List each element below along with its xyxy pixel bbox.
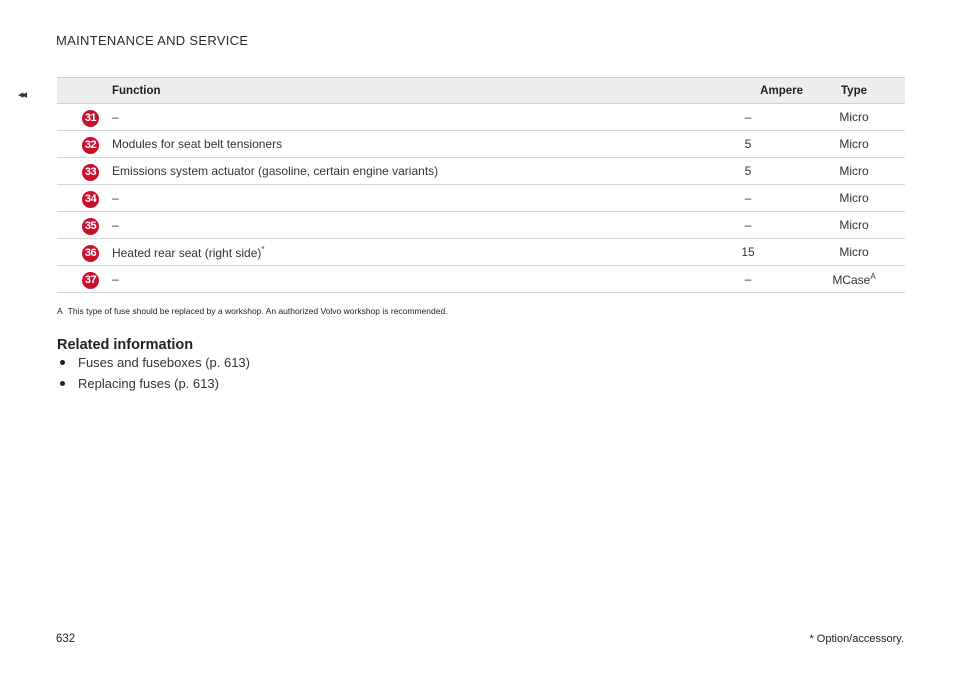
fuse-ampere: – bbox=[693, 104, 803, 131]
table-row bbox=[57, 212, 905, 239]
column-header-function: Function bbox=[112, 78, 693, 104]
fuse-type: MCase bbox=[832, 273, 871, 287]
related-link[interactable] bbox=[57, 355, 250, 374]
chapter-header: MAINTENANCE AND SERVICE bbox=[56, 33, 249, 48]
fuse-number-badge: 32 bbox=[82, 137, 99, 154]
footnote-text: This type of fuse should be replaced by a workshop. An authorized Volvo workshop is recommended. bbox=[67, 306, 448, 316]
fuse-type: Micro bbox=[803, 212, 905, 239]
option-accessory-note: * Option/accessory. bbox=[809, 633, 904, 645]
fuse-type: Micro bbox=[803, 185, 905, 212]
table-row bbox=[57, 185, 905, 212]
fuse-number-badge: 31 bbox=[82, 110, 99, 127]
fuse-ampere: 15 bbox=[693, 239, 803, 266]
fuse-ampere: – bbox=[693, 266, 803, 293]
fuse-number-badge: 35 bbox=[82, 218, 99, 235]
related-link-label[interactable]: Fuses and fuseboxes (p. 613) bbox=[78, 355, 250, 370]
fuse-ampere: – bbox=[693, 212, 803, 239]
fuse-function: – bbox=[112, 104, 693, 131]
fuse-number-badge: 33 bbox=[82, 164, 99, 181]
table-row bbox=[57, 239, 905, 266]
column-header-number bbox=[57, 78, 112, 104]
bullet-icon bbox=[60, 381, 65, 386]
fuse-ampere: – bbox=[693, 185, 803, 212]
related-information-heading: Related information bbox=[57, 337, 194, 353]
fuse-function: Modules for seat belt tensioners bbox=[112, 131, 693, 158]
table-header-row bbox=[57, 78, 905, 104]
fuse-ampere: 5 bbox=[693, 131, 803, 158]
table-row bbox=[57, 104, 905, 131]
fuse-function: Emissions system actuator (gasoline, certain engine variants) bbox=[112, 158, 693, 185]
fuse-type: Micro bbox=[803, 239, 905, 266]
related-information-list bbox=[57, 355, 250, 397]
double-chevron-left-icon[interactable]: ◂◂ bbox=[18, 89, 26, 101]
option-asterisk[interactable]: * bbox=[261, 245, 265, 254]
fuse-number-badge: 37 bbox=[82, 272, 99, 289]
bullet-icon bbox=[60, 360, 65, 365]
fuse-type: Micro bbox=[803, 131, 905, 158]
fuse-function: – bbox=[112, 212, 693, 239]
fuse-ampere: 5 bbox=[693, 158, 803, 185]
page-number: 632 bbox=[56, 633, 76, 645]
table-row bbox=[57, 158, 905, 185]
fuse-function: – bbox=[112, 266, 693, 293]
fuse-number-badge: 36 bbox=[82, 245, 99, 262]
column-header-type: Type bbox=[803, 78, 905, 104]
table-footnote bbox=[57, 306, 448, 316]
fuse-table bbox=[57, 77, 905, 293]
fuse-type: Micro bbox=[803, 158, 905, 185]
fuse-function: Heated rear seat (right side) bbox=[112, 246, 262, 260]
footnote-mark: A bbox=[57, 306, 63, 316]
table-row bbox=[57, 131, 905, 158]
related-link[interactable] bbox=[57, 376, 250, 395]
fuse-number-badge: 34 bbox=[82, 191, 99, 208]
table-row bbox=[57, 266, 905, 293]
column-header-ampere: Ampere bbox=[693, 78, 803, 104]
related-link-label[interactable]: Replacing fuses (p. 613) bbox=[78, 376, 219, 391]
fuse-type: Micro bbox=[803, 104, 905, 131]
footnote-ref[interactable]: A bbox=[870, 272, 876, 281]
fuse-function: – bbox=[112, 185, 693, 212]
